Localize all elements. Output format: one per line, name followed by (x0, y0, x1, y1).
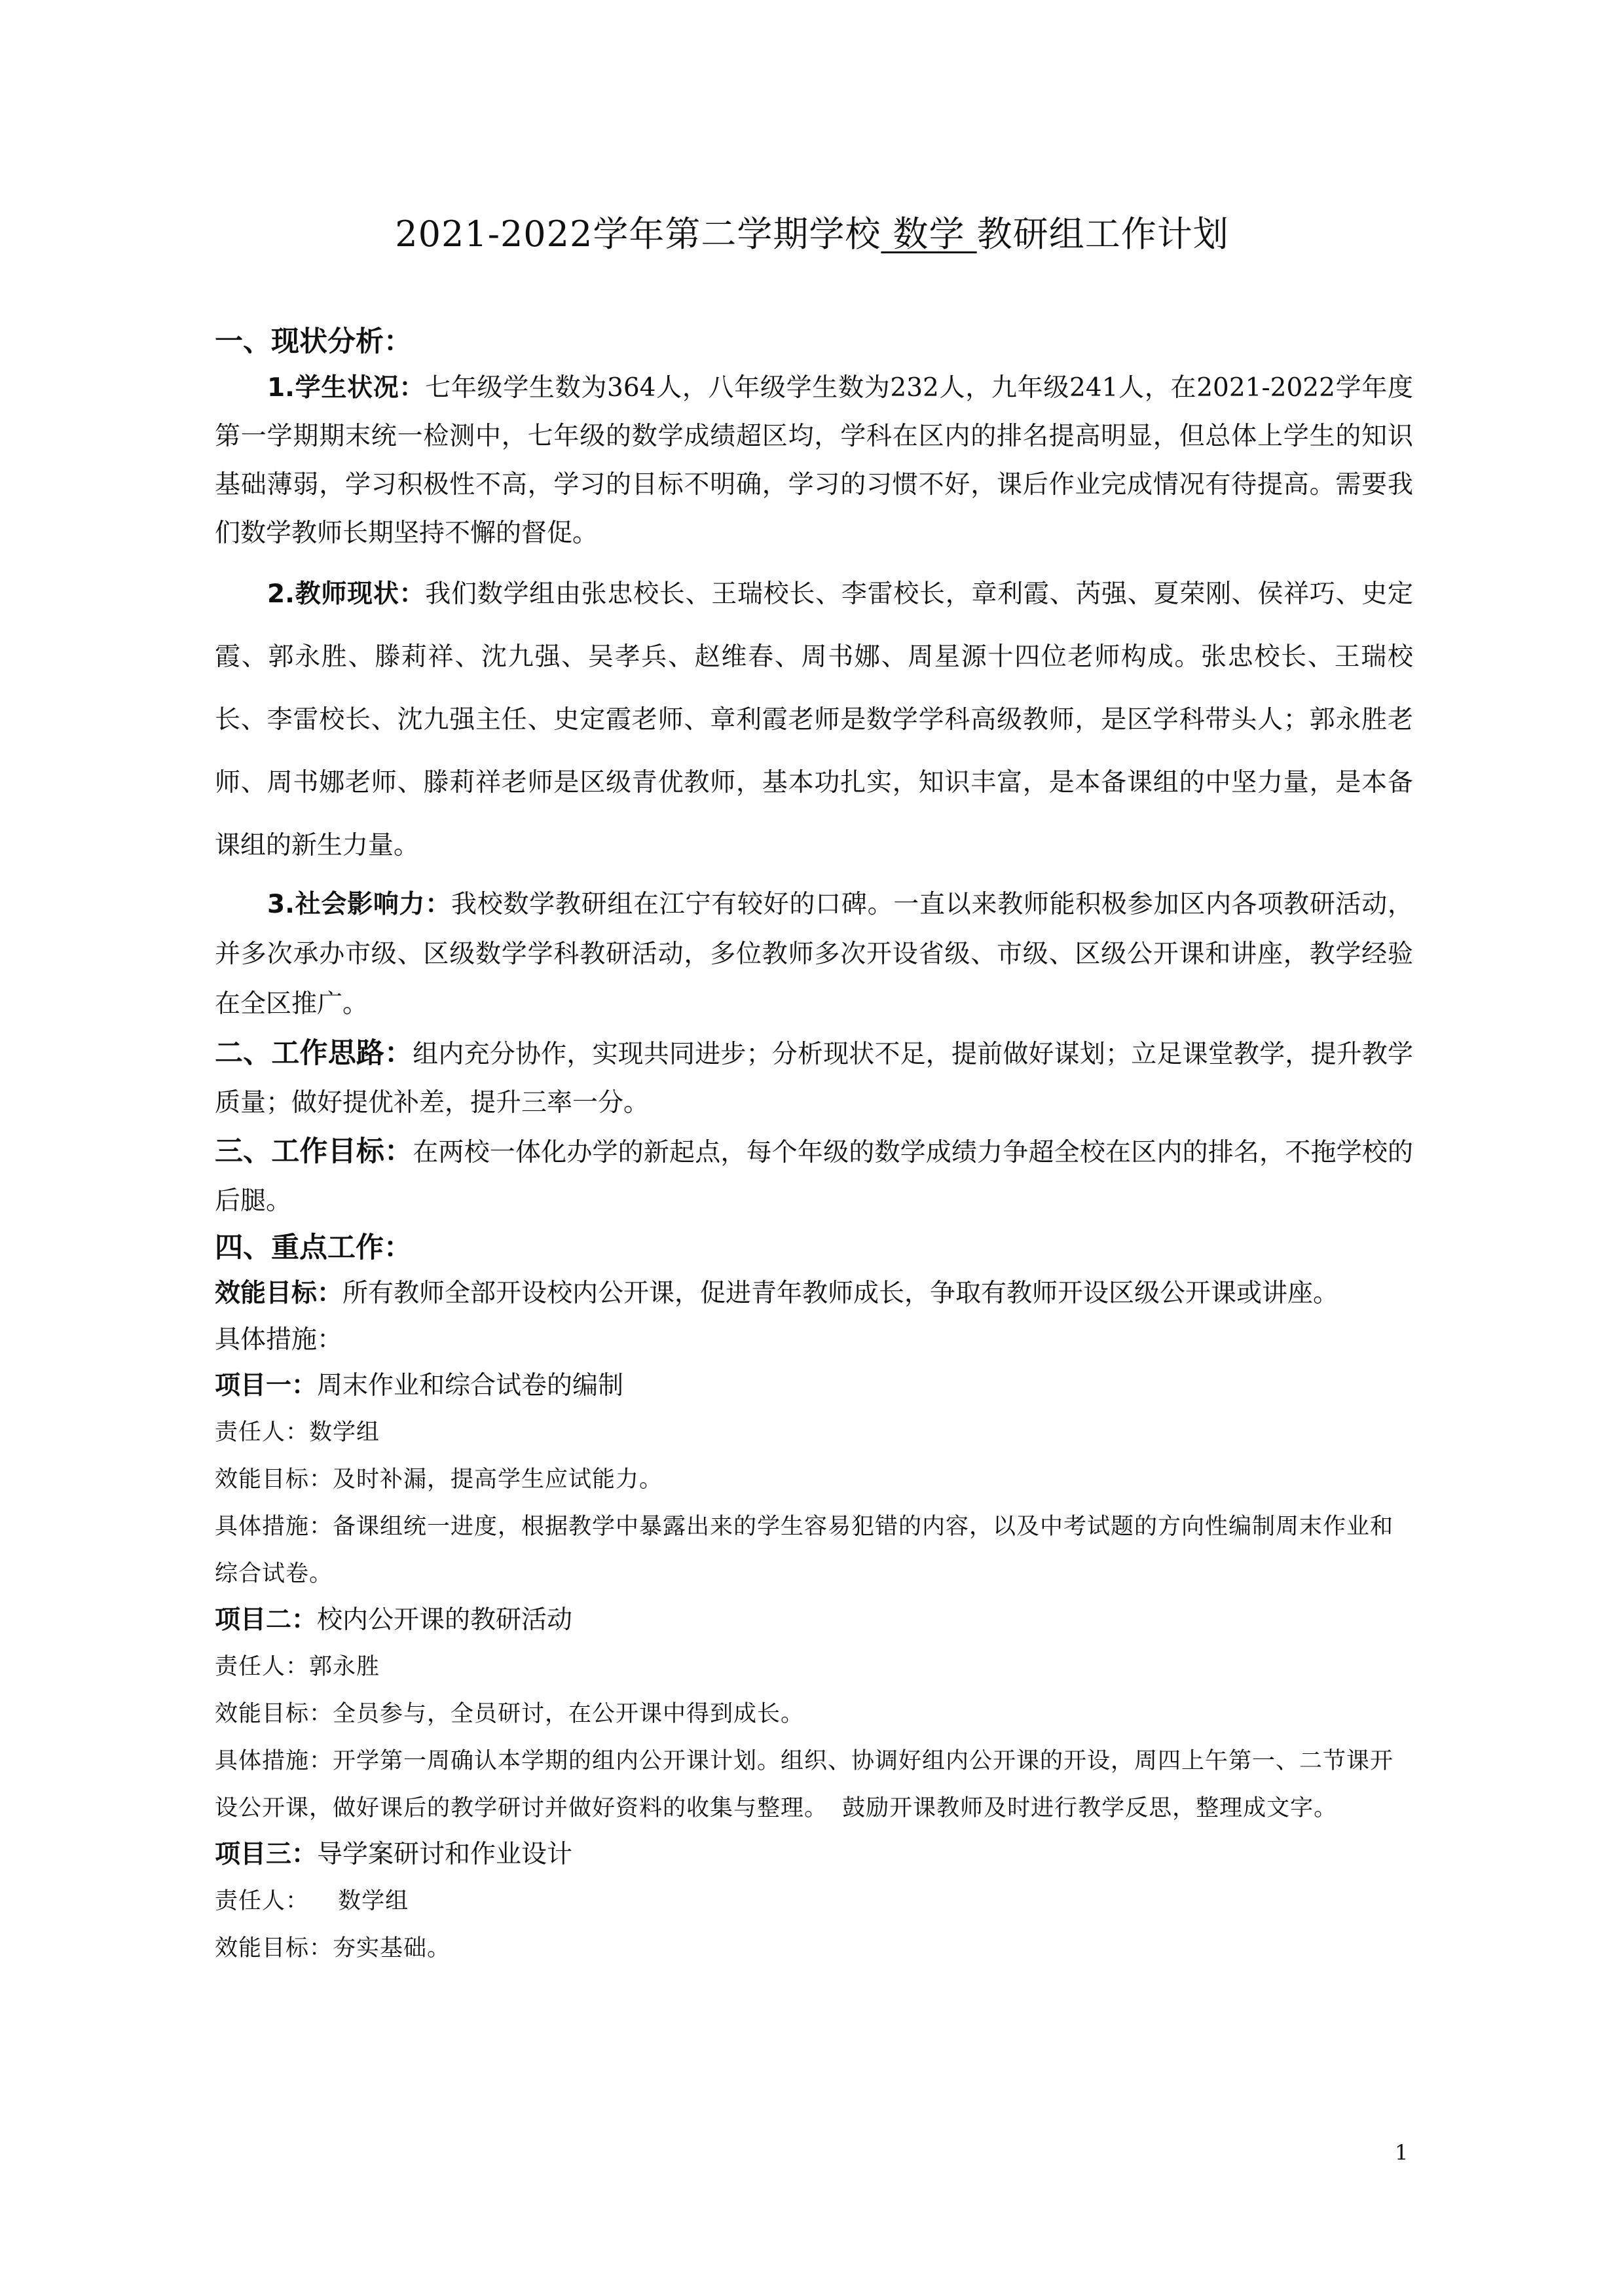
student-status-text: 七年级学生数为364人，八年级学生数为232人，九年级241人，在2021-2022学年度第一学期期末统一检测中，七年级的数学成绩超区均，学科在区内的排名提高明显，但总体上学生的知识基础薄弱，学习积极性不高，学习的目标不明确，学习的习惯不好，课后作业完成情况有待提高。需要我们数学教师长期坚持不懈的督促。 (215, 373, 1414, 548)
section3-heading: 三、工作目标： (215, 1135, 413, 1168)
section2-heading: 二、工作思路： (215, 1037, 413, 1070)
efficiency-goal-label: 效能目标： (215, 1279, 343, 1308)
project-2-goal: 效能目标：全员参与，全员研讨，在公开课中得到成长。 (215, 1701, 805, 1727)
project-2-name: 校内公开课的教研活动 (317, 1605, 573, 1635)
efficiency-goal-text: 所有教师全部开设校内公开课，促进青年教师成长，争取有教师开设区级公开课或讲座。 (342, 1279, 1339, 1308)
student-status-paragraph (215, 364, 1413, 558)
project-3-label: 项目三： (215, 1840, 318, 1869)
social-influence-text: 我校数学教研组在江宁有较好的口碑。一直以来教师能积极参加区内各项教研活动，并多次承办市级、区级数学学科教研活动，多位教师多次开设省级、市级、区级公开课和讲座，教学经验在全区推广。 (215, 890, 1413, 1019)
project-2-owner: 责任人：郭永胜 (215, 1654, 380, 1680)
social-influence-label: 3.社会影响力： (267, 890, 452, 919)
project-1-measures: 具体措施：备课组统一进度，根据教学中暴露出来的学生容易犯错的内容，以及中考试题的方向性编制周末作业和综合试卷。 (215, 1514, 1394, 1587)
title-subject: 数学 (881, 213, 977, 255)
teacher-status-label: 2.教师现状： (267, 579, 426, 609)
efficiency-goal-paragraph (215, 1270, 1413, 1317)
document-body (215, 319, 1413, 1972)
project-1-title (215, 1363, 1413, 1409)
section4-heading: 四、重点工作： (215, 1231, 412, 1264)
project-1-name: 周末作业和综合试卷的编制 (317, 1371, 624, 1400)
section1-heading: 一、现状分析： (215, 325, 412, 358)
project-3-title (215, 1832, 1413, 1878)
document-title (0, 208, 1624, 261)
project-3-owner: 责任人： 数学组 (215, 1888, 409, 1914)
title-prefix: 2021-2022学年第二学期学校 (395, 213, 881, 255)
project-3-name: 导学案研讨和作业设计 (317, 1840, 573, 1869)
project-1-goal: 效能目标：及时补漏，提高学生应试能力。 (215, 1467, 663, 1493)
project-2-measures: 具体措施：开学第一周确认本学期的组内公开课计划。组织、协调好组内公开课的开设，周四上午第一、二节课开设公开课，做好课后的教学研讨并做好资料的收集与整理。 鼓励开课教师及时进行教学反思，整理成文字。 (215, 1748, 1394, 1821)
project-3-goal: 效能目标：夯实基础。 (215, 1935, 451, 1961)
title-suffix: 教研组工作计划 (976, 213, 1229, 255)
project-1-owner: 责任人：数学组 (215, 1419, 380, 1446)
project-1-label: 项目一： (215, 1371, 318, 1400)
teacher-status-paragraph (215, 563, 1413, 877)
page-number: 1 (1395, 2140, 1409, 2165)
measures-label: 具体措施： (215, 1325, 343, 1355)
section3-text: 在两校一体化办学的新起点，每个年级的数学成绩力争超全校在区内的排名，不拖学校的后腿。 (215, 1138, 1413, 1216)
project-2-title (215, 1597, 1413, 1643)
project-2-label: 项目二： (215, 1605, 318, 1635)
social-influence-paragraph (215, 880, 1413, 1029)
section3-paragraph (215, 1127, 1413, 1226)
section2-text: 组内充分协作，实现共同进步；分析现状不足，提前做好谋划；立足课堂教学，提升教学质量；做好提优补差，提升三率一分。 (215, 1040, 1413, 1118)
teacher-status-text: 我们数学组由张忠校长、王瑞校长、李雷校长，章利霞、芮强、夏荣刚、侯祥巧、史定霞、郭永胜、滕莉祥、沈九强、吴孝兵、赵维春、周书娜、周星源十四位老师构成。张忠校长、王瑞校长、李雷校长、沈九强主任、史定霞老师、章利霞老师是数学学科高级教师，是区学科带头人；郭永胜老师、周书娜老师、滕莉祥老师是区级青优教师，基本功扎实，知识丰富，是本备课组的中坚力量，是本备课组的新生力量。 (215, 579, 1413, 860)
section2-paragraph (215, 1029, 1413, 1127)
student-status-label: 1.学生状况： (267, 373, 426, 403)
